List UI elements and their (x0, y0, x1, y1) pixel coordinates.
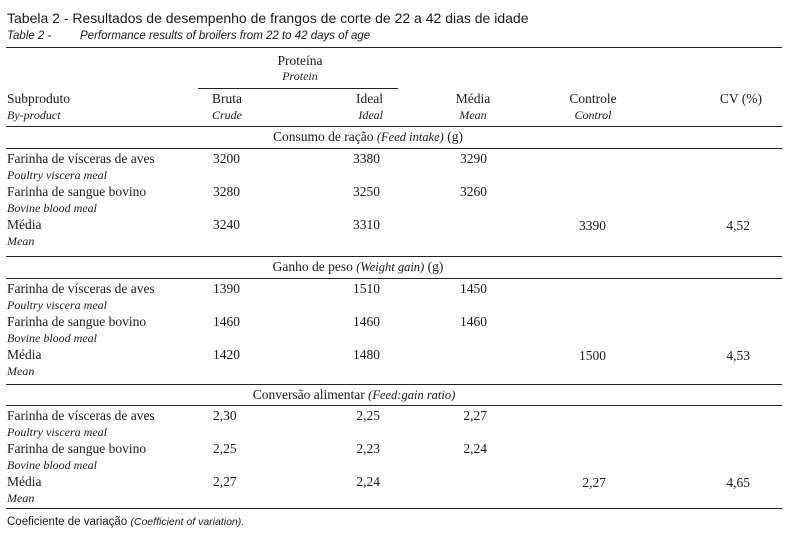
row-label-en: Bovine blood meal (7, 331, 97, 345)
row-label-en: Poultry viscera meal (7, 298, 107, 312)
row-label: Farinha de sangue bovino (7, 441, 147, 456)
cell-controle: 1500 (579, 348, 606, 363)
row-label-en: Poultry viscera meal (7, 168, 107, 182)
header-subproduct-en: By-product (7, 108, 61, 122)
cell-ideal: 2,25 (356, 408, 380, 423)
cell-ideal: 3380 (353, 151, 380, 166)
cell-bruta: 2,27 (213, 474, 237, 489)
section-rule (6, 405, 782, 406)
row-label-en: Mean (7, 491, 35, 505)
cell-bruta: 1460 (213, 314, 240, 329)
cell-ideal: 1510 (353, 281, 380, 296)
row-label-en: Mean (7, 234, 35, 248)
header-bottom-rule (6, 126, 782, 127)
cell-ideal: 2,23 (356, 441, 380, 456)
row-label-en: Bovine blood meal (7, 458, 97, 472)
header-subproduct: Subproduto (7, 91, 71, 106)
header-controle: Controle (569, 91, 617, 106)
row-label: Farinha de vísceras de aves (7, 408, 155, 423)
row-label: Farinha de vísceras de aves (7, 151, 155, 166)
cell-media: 2,24 (463, 441, 487, 456)
cell-media: 3260 (460, 184, 487, 199)
row-label-en: Bovine blood meal (7, 201, 97, 215)
cell-ideal: 2,24 (356, 474, 380, 489)
header-bruta-en: Crude (212, 108, 242, 122)
cell-ideal: 3310 (353, 217, 380, 232)
header-protein-en: Protein (282, 69, 318, 83)
section-title: Conversão alimentar (Feed:gain ratio) (252, 387, 456, 402)
cell-controle: 3390 (579, 218, 606, 233)
row-label-en: Poultry viscera meal (7, 425, 107, 439)
header-controle-en: Control (574, 108, 612, 122)
cell-bruta: 2,30 (213, 408, 237, 423)
cell-ideal: 1460 (353, 314, 380, 329)
cell-cv: 4,53 (726, 348, 750, 363)
table-caption-en: Performance results of broilers from 22 to 42 days of age (80, 30, 371, 42)
row-label-en: Mean (7, 364, 35, 378)
table-caption-pt: Tabela 2 - Resultados de desempenho de frangos de corte de 22 a 42 dias de idade (7, 10, 529, 26)
section-title: Ganho de peso (Weight gain) (g) (272, 259, 444, 274)
row-label: Média (7, 347, 42, 362)
section-rule (6, 256, 782, 257)
cell-ideal: 1480 (353, 347, 380, 362)
cell-bruta: 1390 (213, 281, 240, 296)
header-ideal-en: Ideal (358, 108, 383, 122)
protein-span-rule (198, 88, 398, 89)
section-rule (6, 148, 782, 149)
row-label: Média (7, 474, 42, 489)
header-media-en: Mean (459, 108, 487, 122)
row-label: Farinha de sangue bovino (7, 184, 147, 199)
cell-bruta: 3280 (213, 184, 240, 199)
cell-bruta: 2,25 (213, 441, 237, 456)
table-top-rule (6, 47, 782, 48)
row-label: Farinha de vísceras de aves (7, 281, 155, 296)
row-label: Farinha de sangue bovino (7, 314, 147, 329)
header-protein: Proteína (277, 53, 323, 68)
header-media: Média (455, 91, 491, 106)
cell-controle: 2,27 (582, 475, 606, 490)
cell-bruta: 3200 (213, 151, 240, 166)
cell-cv: 4,52 (726, 218, 750, 233)
cell-media: 1460 (460, 314, 487, 329)
footnote: Coeficiente de variação (Coefficient of variation). (7, 516, 245, 528)
cell-media: 2,27 (463, 408, 487, 423)
header-ideal: Ideal (356, 91, 383, 106)
cell-cv: 4,65 (726, 475, 750, 490)
cell-media: 1450 (460, 281, 487, 296)
cell-bruta: 3240 (213, 217, 240, 232)
row-label: Média (7, 217, 42, 232)
cell-media: 3290 (460, 151, 487, 166)
section-rule (6, 278, 782, 279)
header-bruta: Bruta (212, 91, 242, 106)
table-bottom-rule (6, 508, 782, 509)
header-cv: CV (%) (719, 91, 762, 106)
section-title: Consumo de ração (Feed intake) (g) (273, 129, 463, 144)
cell-ideal: 3250 (353, 184, 380, 199)
table-caption-en-label: Table 2 - (7, 30, 52, 42)
cell-bruta: 1420 (213, 347, 240, 362)
section-rule (6, 384, 782, 385)
